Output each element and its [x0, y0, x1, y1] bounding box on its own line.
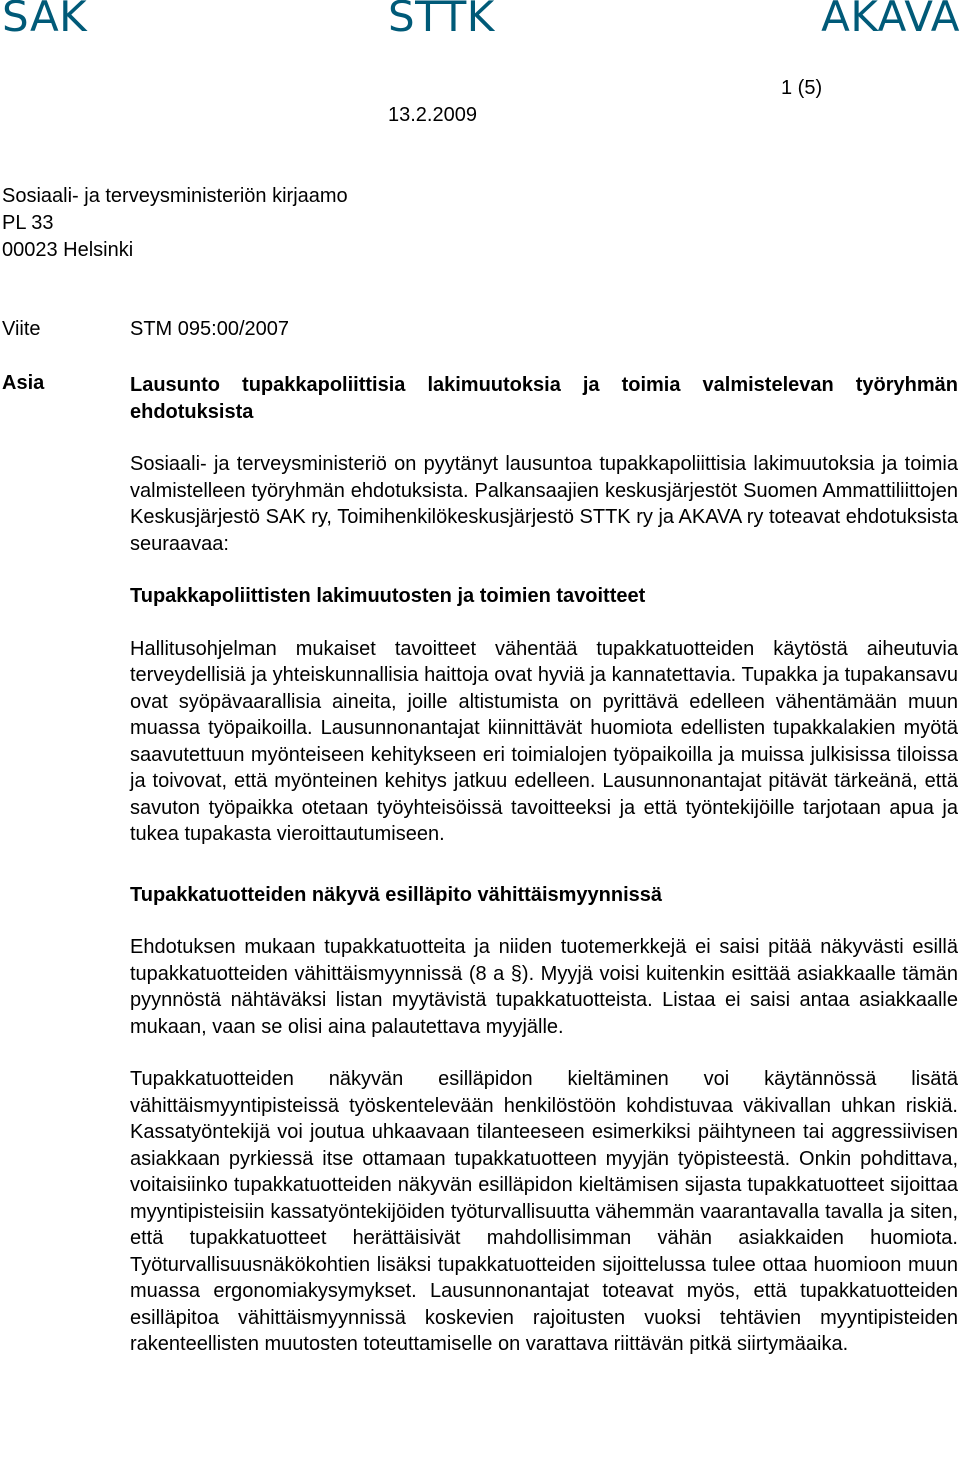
sttk-logo: STTK [388, 0, 495, 41]
page-number: 1 (5) [781, 77, 823, 99]
reference-label: Viite [2, 318, 41, 340]
subject-label: Asia [2, 372, 45, 394]
reference-value: STM 095:00/2007 [130, 318, 289, 340]
section-heading: Tupakkapoliittisten lakimuutosten ja toimien tavoitteet [130, 585, 646, 607]
intro-paragraph: Sosiaali- ja terveysministeriö on pyytänyt lausuntoa tupakkapoliittisia lakimuutoksia ja toimia valmistelleen työryhmän ehdotuksista. Palkansaajien keskusjärjestöt Suomen Ammattiliittojen Keskusjärjestö SAK ry, Toimihenkilökeskusjärjestö STTK ry ja AKAVA ry toteavat ehdotuksista seuraavaa: [130, 453, 958, 555]
body-paragraph: Ehdotuksen mukaan tupakkatuotteita ja niiden tuotemerkkejä ei saisi pitää näkyvästi esillä tupakkatuotteiden vähittäismyynnissä (8 a §). Myyjä voisi kuitenkin esittää asiakkaalle tämän pyynnöstä nähtäväksi listan myytävistä tupakkatuotteista. Listaa ei saisi antaa asiakkaalle mukaan, vaan se olisi aina palautettava myyjälle. [130, 936, 958, 1038]
document-date: 13.2.2009 [388, 104, 477, 126]
recipient-line: PL 33 [2, 212, 54, 234]
akava-logo: AKAVA [821, 0, 960, 41]
subject-title: Lausunto tupakkapoliittisia lakimuutoksia ja toimia valmistelevan työryhmän ehdotuksista [130, 374, 958, 423]
document-body [130, 451, 958, 1358]
sak-logo: SAK [2, 0, 88, 41]
recipient-line: 00023 Helsinki [2, 239, 134, 261]
body-paragraph: Hallitusohjelman mukaiset tavoitteet vähentää tupakkatuotteiden käytöstä aiheutuvia terveydellisiä ja yhteiskunnallisia haittoja ovat hyviä ja kannatettavia. Tupakka ja tupakansavu ovat syöpävaarallisia aineita, joille altistumista on pyrittävä edelleen vähentämään muun muassa työpaikoilla. Lausunnonantajat kiinnittävät huomiota edellisten tupakkalakien myötä saavutettuun myönteiseen kehitykseen eri toimialojen työpaikoilla ja muissa julkisissa tiloissa ja toivovat, että myönteinen kehitys jatkuu edelleen. Lausunnonantajat pitävät tärkeänä, että savuton työpaikka otetaan työyhteisöissä tavoitteeksi ja että työntekijöille tarjotaan apua ja tukea tupakasta vieroittautumiseen. [130, 637, 958, 845]
section-heading: Tupakkatuotteiden näkyvä esilläpito vähittäismyynnissä [130, 883, 663, 906]
body-paragraph: Tupakkatuotteiden näkyvän esilläpidon kieltäminen voi käytännössä lisätä vähittäismyyntipisteissä työskentelevään henkilöstöön kohdistuvaa väkivallan uhkan riskiä. Kassatyöntekijä voi joutua uhkaavaan tilanteeseen esimerkiksi päihtyneen tai aggressiivisen asiakkaan pyrkiessä itse ottamaan tupakkatuotteen myyjän työpisteestä. Onkin pohdittava, voitaisiinko tupakkatuotteiden näkyvän esilläpidon kieltämisen sijasta tupakkatuotteet sijoittaa myyntipisteisiin kassatyöntekijöiden työturvallisuutta vähemmän vaarantavalla tavalla ja siten, että tupakkatuotteet herättäisivät mahdollisimman vähän asiakkaiden huomiota. Työturvallisuusnäkökohtien lisäksi tupakkatuotteiden sijoittelussa tulee ottaa huomioon muun muassa ergonomiakysymykset. Lausunnonantajat toteavat myös, että tupakkatuotteiden esilläpitoa vähittäismyynnissä koskevien rajoitusten vuoksi tehtävien myyntipisteiden rakenteellisten muutosten toteuttamiselle on varattava riittävän pitkä siirtymäaika. [130, 1068, 958, 1355]
organization-logos [0, 0, 960, 46]
recipient-address [2, 183, 348, 264]
recipient-line: Sosiaali- ja terveysministeriön kirjaamo [2, 185, 348, 207]
